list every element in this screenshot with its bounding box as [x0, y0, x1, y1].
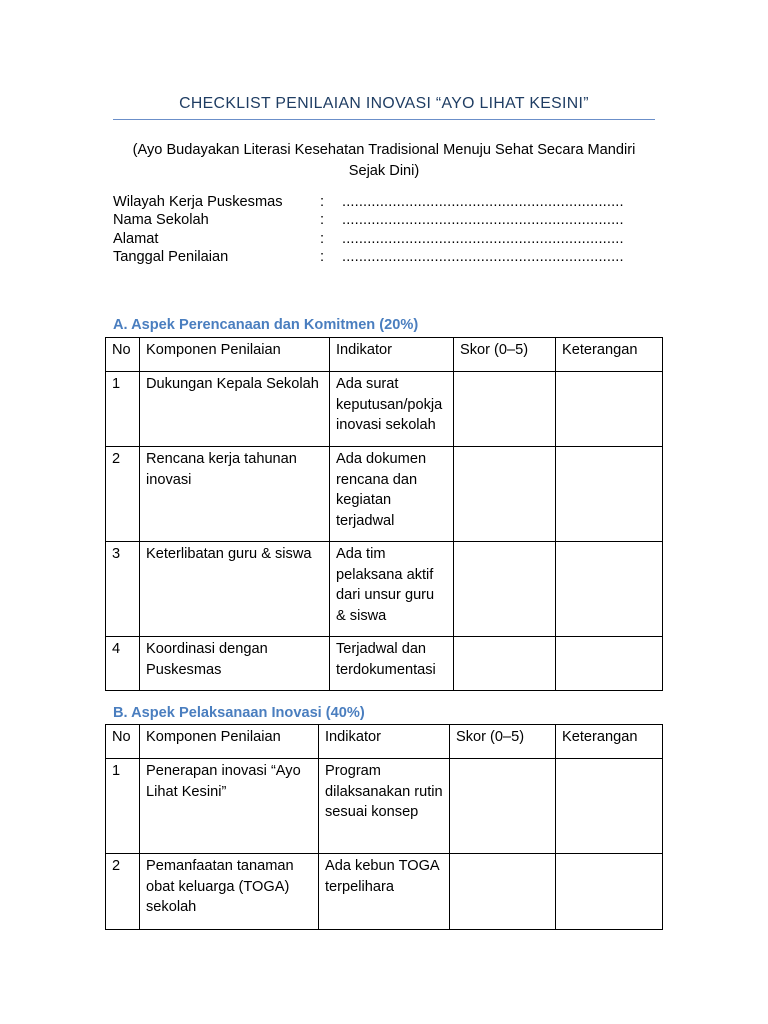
cell-no: 2: [106, 854, 140, 930]
cell-skor[interactable]: [454, 637, 556, 691]
cell-keterangan[interactable]: [556, 542, 663, 637]
table-row: [106, 447, 663, 542]
info-row-tanggal: [113, 248, 673, 266]
cell-keterangan[interactable]: [556, 759, 663, 854]
section-b-table: [105, 724, 663, 930]
cell-no: 3: [106, 542, 140, 637]
info-colon: :: [320, 212, 325, 229]
header-cell-skor: Skor (0–5): [454, 338, 556, 372]
header-cell-no: No: [106, 338, 140, 372]
table-row: [106, 854, 663, 930]
info-fill-line: ...................................................................: [342, 230, 624, 247]
cell-no: 1: [106, 372, 140, 447]
info-label: Nama Sekolah: [113, 212, 209, 229]
header-cell-indikator: Indikator: [330, 338, 454, 372]
table-row: [106, 637, 663, 691]
cell-komponen: Rencana kerja tahunan inovasi: [140, 447, 330, 542]
section-a-table: [105, 337, 663, 691]
identity-fields: [113, 193, 673, 266]
table-header-row: [106, 338, 663, 372]
header-cell-indikator: Indikator: [319, 725, 450, 759]
title-divider: [113, 119, 655, 120]
cell-skor[interactable]: [450, 854, 556, 930]
info-fill-line: ...................................................................: [342, 248, 624, 265]
cell-keterangan[interactable]: [556, 447, 663, 542]
info-colon: :: [320, 230, 325, 247]
cell-no: 2: [106, 447, 140, 542]
cell-keterangan[interactable]: [556, 372, 663, 447]
table-row: [106, 372, 663, 447]
table-header-row: [106, 725, 663, 759]
cell-indikator: Terjadwal dan terdokumentasi: [330, 637, 454, 691]
cell-keterangan[interactable]: [556, 854, 663, 930]
cell-no: 1: [106, 759, 140, 854]
table-row: [106, 759, 663, 854]
info-label: Wilayah Kerja Puskesmas: [113, 194, 283, 210]
cell-indikator: Ada kebun TOGA terpelihara: [319, 854, 450, 930]
header-cell-no: No: [106, 725, 140, 759]
page-title: CHECKLIST PENILAIAN INOVASI “AYO LIHAT KESINI”: [179, 95, 589, 112]
info-row-wilayah: [113, 193, 673, 211]
document-subtitle: (Ayo Budayakan Literasi Kesehatan Tradisional Menuju Sehat Secara Mandiri Sejak Dini): [132, 142, 636, 179]
cell-komponen: Penerapan inovasi “Ayo Lihat Kesini”: [140, 759, 319, 854]
header-cell-komponen: Komponen Penilaian: [140, 725, 319, 759]
cell-komponen: Koordinasi dengan Puskesmas: [140, 637, 330, 691]
info-label: Tanggal Penilaian: [113, 248, 229, 265]
cell-komponen: Keterlibatan guru & siswa: [140, 542, 330, 637]
cell-skor[interactable]: [454, 372, 556, 447]
cell-skor[interactable]: [450, 759, 556, 854]
cell-komponen: Dukungan Kepala Sekolah: [140, 372, 330, 447]
info-fill-line: ...................................................................: [342, 212, 624, 229]
table-row: [106, 542, 663, 637]
section-a-heading: A. Aspek Perencanaan dan Komitmen (20%): [113, 317, 419, 333]
section-b-heading: B. Aspek Pelaksanaan Inovasi (40%): [113, 705, 365, 721]
cell-indikator: Ada tim pelaksana aktif dari unsur guru & siswa: [330, 542, 454, 637]
info-row-alamat: [113, 230, 673, 248]
header-cell-komponen: Komponen Penilaian: [140, 338, 330, 372]
info-colon: :: [320, 248, 325, 265]
cell-skor[interactable]: [454, 447, 556, 542]
cell-komponen: Pemanfaatan tanaman obat keluarga (TOGA) sekolah: [140, 854, 319, 930]
cell-indikator: Ada dokumen rencana dan kegiatan terjadwal: [330, 447, 454, 542]
cell-keterangan[interactable]: [556, 637, 663, 691]
info-row-sekolah: [113, 211, 673, 229]
info-colon: :: [320, 194, 325, 210]
info-fill-line: ...................................................................: [342, 194, 624, 210]
cell-indikator: Ada surat keputusan/pokja inovasi sekolah: [330, 372, 454, 447]
cell-skor[interactable]: [454, 542, 556, 637]
header-cell-skor: Skor (0–5): [450, 725, 556, 759]
cell-indikator: Program dilaksanakan rutin sesuai konsep: [319, 759, 450, 854]
header-cell-keterangan: Keterangan: [556, 338, 663, 372]
cell-no: 4: [106, 637, 140, 691]
header-cell-keterangan: Keterangan: [556, 725, 663, 759]
info-label: Alamat: [113, 230, 159, 247]
